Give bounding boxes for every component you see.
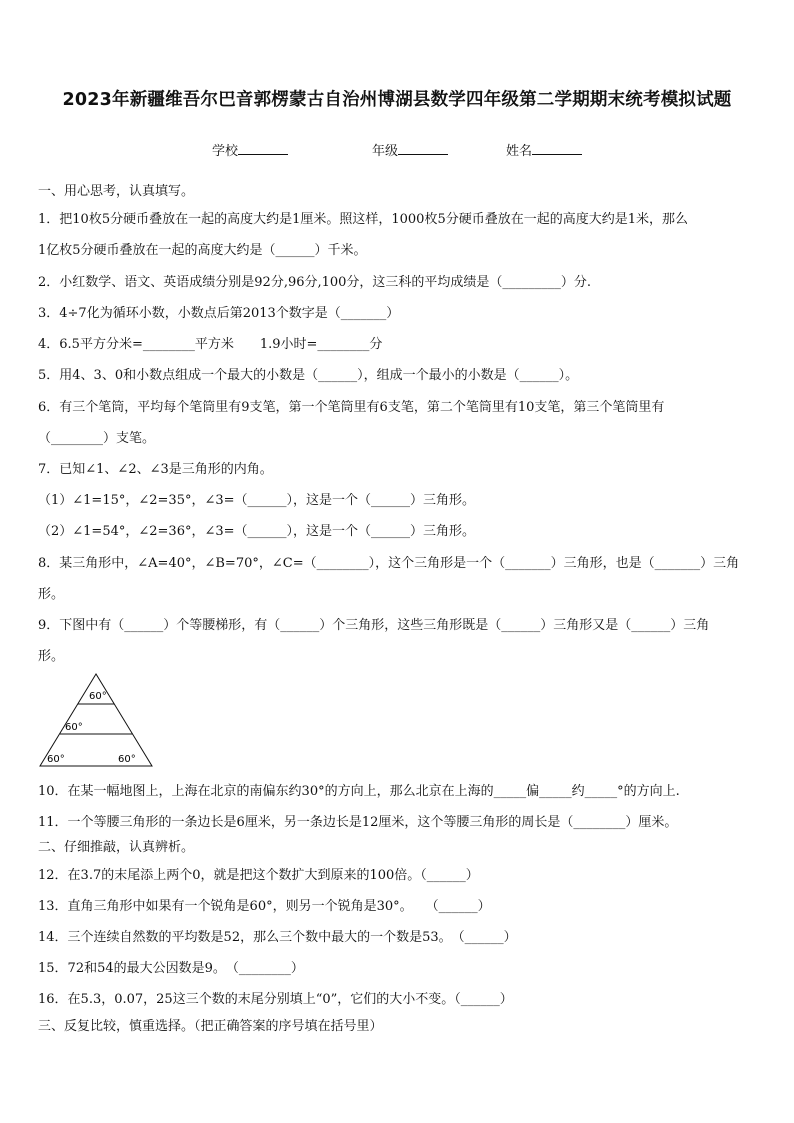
question-6-line-2: （________）支笔。: [38, 431, 156, 446]
page-title: 2023年新疆维吾尔巴音郭楞蒙古自治州博湖县数学四年级第二学期期末统考模拟试题: [62, 90, 732, 110]
grade-field: [372, 140, 448, 159]
triangle-figure: [38, 672, 158, 772]
question-2: 2．小红数学、语文、英语成绩分别是92分,96分,100分，这三科的平均成绩是（_________）分.: [38, 275, 592, 290]
grade-label: 年级: [372, 144, 399, 159]
angle-label-bottom-right: 60°: [118, 754, 136, 765]
name-field: [506, 140, 582, 159]
outer-triangle: [40, 674, 152, 766]
question-5: 5．用4、3、0和小数点组成一个最大的小数是（______），组成一个最小的小数是（______）。: [38, 368, 579, 383]
question-1-line-2: 1亿枚5分硬币叠放在一起的高度大约是（______）千米。: [38, 243, 367, 258]
question-4: 4．6.5平方分米=________平方米 1.9小时=________分: [38, 337, 383, 352]
question-3: 3．4÷7化为循环小数，小数点后第2013个数字是（_______）: [38, 306, 400, 321]
school-field: [212, 140, 288, 159]
angle-label-top: 60°: [89, 691, 107, 702]
question-14: 14．三个连续自然数的平均数是52，那么三个数中最大的一个数是53。 （______）: [38, 930, 517, 945]
question-13: 13．直角三角形中如果有一个锐角是60°，则另一个锐角是30°。 （______）: [38, 899, 491, 914]
question-8-line-2: 形。: [38, 587, 65, 602]
angle-label-bottom-left: 60°: [47, 754, 65, 765]
question-10: 10．在某一幅地图上，上海在北京的南偏东约30°的方向上，那么北京在上海的_____偏_____约_____°的方向上.: [38, 784, 680, 799]
section-2-heading: 二、仔细推敲，认真辨析。: [38, 840, 195, 855]
section-1-heading: 一、用心思考，认真填写。: [38, 184, 195, 199]
question-11: 11．一个等腰三角形的一条边长是6厘米，另一条边长是12厘米，这个等腰三角形的周长是（________）厘米。: [38, 815, 678, 830]
school-blank[interactable]: [238, 141, 288, 155]
question-7-part-2: （2）∠1=54°，∠2=36°，∠3=（______），这是一个（______）三角形。: [38, 524, 476, 539]
grade-blank[interactable]: [398, 141, 448, 155]
question-16: 16．在5.3，0.07，25这三个数的末尾分别填上“0”，它们的大小不变。（______）: [38, 992, 513, 1007]
question-1-line-1: 1．把10枚5分硬币叠放在一起的高度大约是1厘米。照这样，1000枚5分硬币叠放在一起的高度大约是1米，那么: [38, 212, 688, 227]
name-blank[interactable]: [532, 141, 582, 155]
question-8-line-1: 8．某三角形中，∠A=40°，∠B=70°，∠C=（________），这个三角形是一个（_______）三角形，也是（_______）三角: [38, 556, 740, 571]
question-6-line-1: 6．有三个笔筒，平均每个笔筒里有9支笔，第一个笔筒里有6支笔，第二个笔筒里有10支笔，第三个笔筒里有: [38, 400, 665, 415]
question-9-line-1: 9．下图中有（______）个等腰梯形，有（______）个三角形，这些三角形既是（______）三角形又是（______）三角: [38, 618, 710, 633]
name-label: 姓名: [506, 144, 533, 159]
school-label: 学校: [212, 144, 239, 159]
question-7: 7．已知∠1、∠2、∠3是三角形的内角。: [38, 462, 273, 477]
question-7-part-1: （1）∠1=15°，∠2=35°，∠3=（______），这是一个（______）三角形。: [38, 493, 476, 508]
section-3-heading: 三、反复比较，慎重选择。（把正确答案的序号填在括号里）: [38, 1019, 383, 1034]
angle-label-mid: 60°: [65, 722, 83, 733]
question-15: 15．72和54的最大公因数是9。 （________）: [38, 961, 304, 976]
question-9-line-2: 形。: [38, 649, 65, 664]
question-12: 12．在3.7的末尾添上两个0，就是把这个数扩大到原来的100倍。（______）: [38, 868, 479, 883]
